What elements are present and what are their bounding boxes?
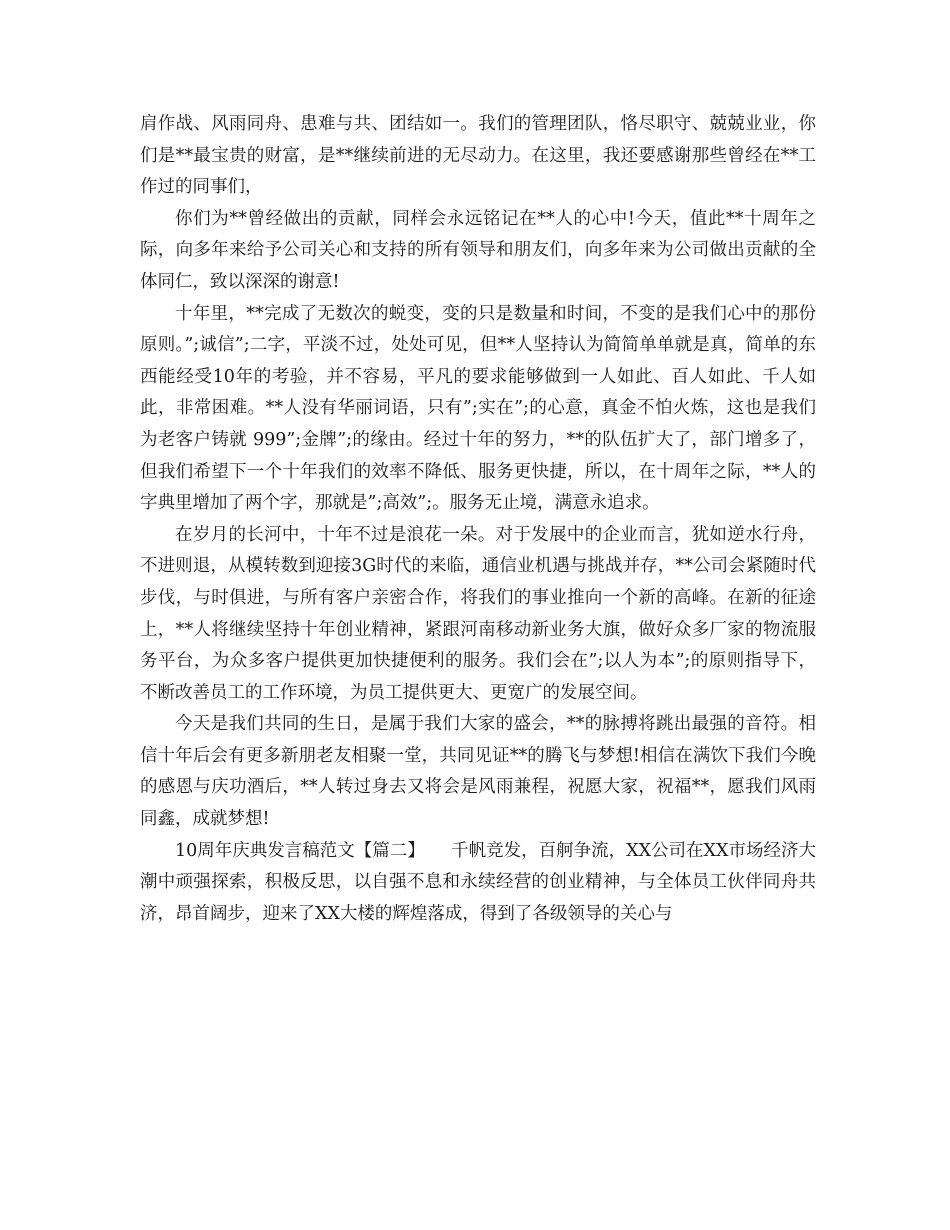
paragraph-2: 你们为**曾经做出的贡献，同样会永远铭记在**人的心中!今天，值此**十周年之际，向多年来给予公司关心和支持的所有领导和朋友们，向多年来为公司做出贡献的全体同仁，致以深深的谢意! [140,208,816,292]
paragraph-5: 今天是我们共同的生日，是属于我们大家的盛会，**的脉搏将跳出最强的音符。相信十年后会有更多新朋老友相聚一堂，共同见证**的腾飞与梦想!相信在满饮下我们今晚的感恩与庆功酒后，**人转过身去又将会是风雨兼程，祝愿大家，祝福**，愿我们风雨同鑫，成就梦想! [140,714,816,830]
paragraph-1: 肩作战、风雨同舟、患难与共、团结如一。我们的管理团队，恪尽职守、兢兢业业，你们是**最宝贵的财富，是**继续前进的无尽动力。在这里，我还要感谢那些曾经在**工作过的同事们， [140,114,816,198]
document-page [140,109,816,930]
paragraph-3: 十年里，**完成了无数次的蜕变，变的只是数量和时间，不变的是我们心中的那份原则。”;诚信”;二字，平淡不过，处处可见，但**人坚持认为简简单单就是真，简单的东西能经受10年的考验，并不容易，平凡的要求能够做到一人如此、百人如此、千人如此，非常困难。**人没有华丽词语，只有”;实在”;的心意，真金不怕火炼，这也是我们为老客户铸就 999”;金牌”;的缘由。经过十年的努力，**的队伍扩大了，部门增多了，但我们希望下一个十年我们的效率不降低、服务更快捷，所以，在十周年之际，**人的字典里增加了两个字，那就是”;高效”;。服务无止境，满意永追求。 [140,303,816,514]
paragraph-4: 在岁月的长河中，十年不过是浪花一朵。对于发展中的企业而言，犹如逆水行舟，不进则退，从模转数到迎接3G时代的来临，通信业机遇与挑战并存，**公司会紧随时代步伐，与时俱进，与所有客户亲密合作，将我们的事业推向一个新的高峰。在新的征途上，**人将继续坚持十年创业精神，紧跟河南移动新业务大旗，做好众多厂家的物流服务平台，为众多客户提供更加快捷便利的服务。我们会在”;以人为本”;的原则指导下，不断改善员工的工作环境，为员工提供更大、更宽广的发展空间。 [140,524,816,703]
paragraph-6-section-two-start: 10周年庆典发言稿范文【篇二】 千帆竞发，百舸争流，XX公司在XX市场经济大潮中顽强探索，积极反思，以自强不息和永续经营的创业精神，与全体员工伙伴同舟共济，昂首阔步，迎来了XX大楼的辉煌落成，得到了各级领导的关心与 [140,840,816,924]
